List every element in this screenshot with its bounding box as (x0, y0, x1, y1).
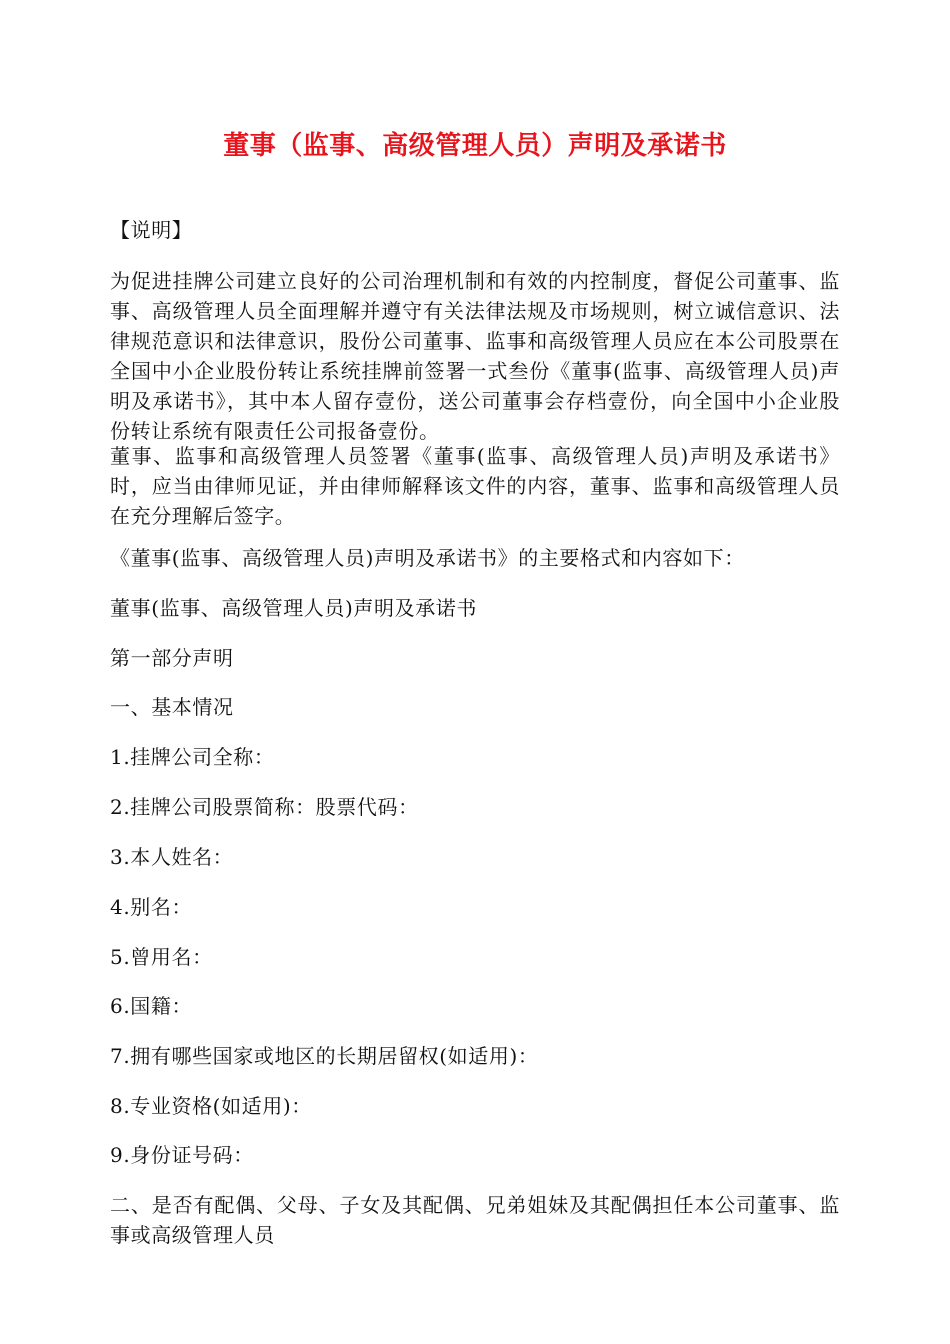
document-title: 董事（监事、高级管理人员）声明及承诺书 (223, 131, 727, 161)
section-relatives: 二、是否有配偶、父母、子女及其配偶、兄弟姐妹及其配偶担任本公司董事、监事或高级管理人员 (110, 1193, 840, 1247)
note-heading: 【说明】 (110, 218, 193, 242)
field-id-number: 9.身份证号码： (110, 1143, 254, 1167)
field-residency: 7.拥有哪些国家或地区的长期居留权(如适用)： (110, 1044, 539, 1068)
format-paragraph: 《董事(监事、高级管理人员)声明及承诺书》的主要格式和内容如下： (110, 546, 745, 570)
part-one-heading: 第一部分声明 (110, 646, 234, 670)
section-basic-info: 一、基本情况 (110, 695, 234, 719)
form-title: 董事(监事、高级管理人员)声明及承诺书 (110, 596, 478, 620)
field-name: 3.本人姓名： (110, 845, 234, 869)
field-qualification: 8.专业资格(如适用)： (110, 1094, 312, 1118)
field-former-name: 5.曾用名： (110, 945, 213, 969)
witness-paragraph: 董事、监事和高级管理人员签署《董事(监事、高级管理人员)声明及承诺书》时，应当由律师见证，并由律师解释该文件的内容，董事、监事和高级管理人员在充分理解后签字。 (110, 444, 840, 528)
intro-paragraph: 为促进挂牌公司建立良好的公司治理机制和有效的内控制度，督促公司董事、监事、高级管理人员全面理解并遵守有关法律法规及市场规则，树立诚信意识、法律规范意识和法律意识，股份公司董事、监事和高级管理人员应在本公司股票在全国中小企业股份转让系统挂牌前签署一式叁份《董事(监事、高级管理人员)声明及承诺书》，其中本人留存壹份，送公司董事会存档壹份，向全国中小企业股份转让系统有限责任公司报备壹份。 (110, 269, 840, 443)
field-alias: 4.别名： (110, 895, 193, 919)
field-stock-abbr: 2.挂牌公司股票简称：股票代码： (110, 795, 419, 819)
field-nationality: 6.国籍： (110, 994, 193, 1018)
field-company-name: 1.挂牌公司全称： (110, 745, 275, 769)
